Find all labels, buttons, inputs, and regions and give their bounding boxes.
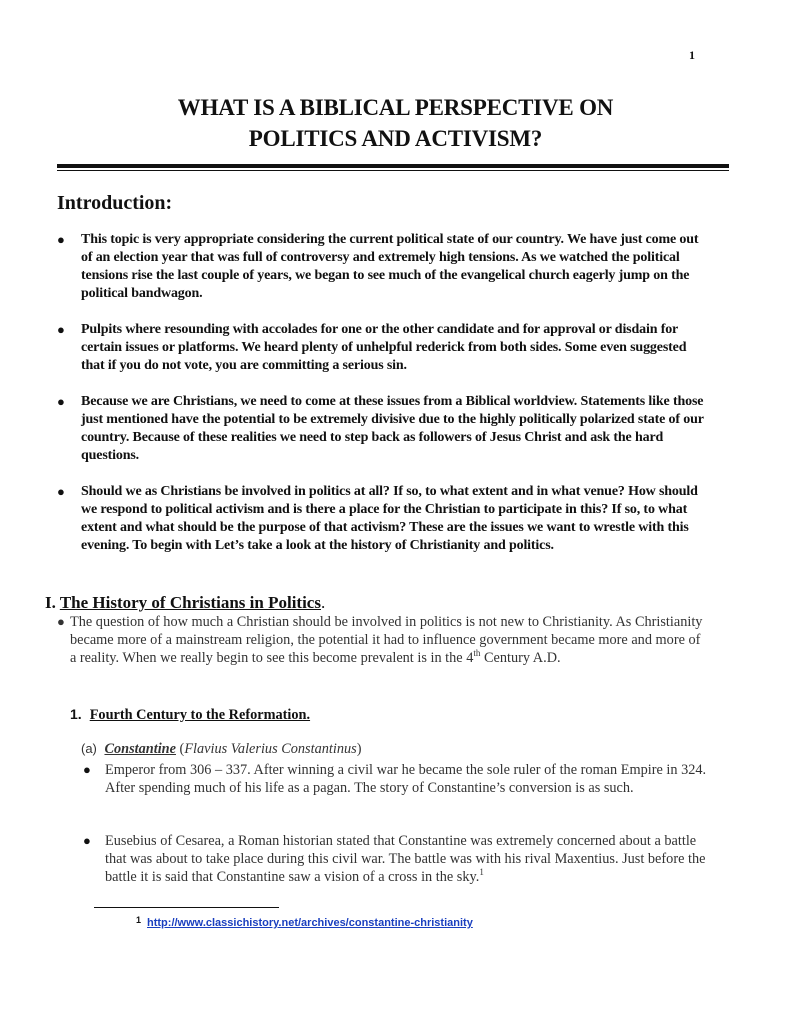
section-numeral: I.	[45, 593, 56, 612]
section-title: The History of Christians in Politics	[59, 593, 321, 612]
paragraph-text: The question of how much a Christian should be involved in politics is not new to Christianity. As Christianity became more of a mainstream religion, the potential it had to influence government became more and more of a reality. When we really begin to see this become prevalent is in the 4	[70, 614, 703, 666]
list-item	[55, 483, 705, 555]
item-bullet-list	[80, 832, 708, 886]
title-divider-thin	[57, 170, 729, 171]
item-bullet-text: Eusebius of Cesarea, a Roman historian stated that Constantine was extremely concerned about a battle that was about to take place during this civil war. The battle was with his rival Maxentius. Just before the battle it is said that Constantine saw a vision of a cross in the sky.	[105, 833, 706, 885]
section-paragraph	[58, 613, 708, 667]
page-number: 1	[689, 48, 695, 62]
bullet-icon: ●	[57, 394, 65, 409]
bullet-icon: ●	[57, 614, 65, 629]
list-item	[55, 393, 705, 465]
section-title-period: .	[320, 593, 326, 612]
item-label: (a)	[81, 741, 97, 756]
bullet-icon: ●	[83, 833, 91, 848]
list-item	[55, 321, 705, 375]
introduction-bullet-text: Pulpits where resounding with accolades for one or the other candidate and for approval or disdain for certain issues or platforms. We heard plenty of unhelpful rederick from both sides. Some even suggested that if you do not vote, you are committing a serious sin.	[81, 322, 687, 373]
section-heading	[45, 593, 325, 613]
footnote	[136, 915, 473, 929]
item-heading	[81, 741, 361, 758]
title-divider-thick	[57, 164, 729, 168]
footnote-link[interactable]: http://www.classichistory.net/archives/constantine-christianity	[147, 917, 473, 929]
introduction-bullet-text: Because we are Christians, we need to come at these issues from a Biblical worldview. Statements like those just mentioned have the potential to be extremely divisive due to the highly politically polarized state of our country. Because of these realities we need to step back as followers of Jesus Christ and ask the hard questions.	[81, 394, 704, 463]
subsection-number: 1.	[70, 706, 82, 722]
item-latin-name: Flavius Valerius Constantinus	[184, 741, 357, 757]
paragraph-body	[58, 613, 708, 667]
introduction-heading: Introduction:	[57, 192, 173, 214]
item-bullet-list	[80, 761, 708, 797]
introduction-list	[55, 231, 705, 573]
list-item	[80, 832, 708, 886]
superscript: th	[473, 648, 481, 659]
list-item	[80, 761, 708, 797]
paragraph-text-end: Century A.D.	[483, 650, 561, 666]
page-title	[0, 92, 791, 154]
footnote-number: 1	[136, 915, 142, 925]
title-line-2: POLITICS AND ACTIVISM?	[248, 126, 543, 151]
subsection-heading	[70, 706, 310, 724]
introduction-bullet-text: This topic is very appropriate considering the current political state of our country. We have just come out of an election year that was full of controversy and extremely high tensions. As we watched the political tensions rise the last couple of years, we began to see much of the evangelical church eagerly jump on the political bandwagon.	[81, 232, 699, 301]
bullet-icon: ●	[57, 484, 65, 499]
footnote-reference[interactable]: 1	[479, 867, 484, 878]
bullet-icon: ●	[83, 762, 91, 777]
bullet-icon: ●	[57, 232, 65, 247]
close-paren: )	[356, 741, 362, 757]
list-item	[55, 231, 705, 303]
subsection-title: Fourth Century to the Reformation.	[89, 707, 311, 723]
footnote-separator	[94, 907, 279, 908]
item-bullet-text: Emperor from 306 – 337. After winning a civil war he became the sole ruler of the roman Empire in 324. After spending much of his life as a pagan. The story of Constantine’s conversion is as such.	[105, 762, 707, 796]
title-line-1: WHAT IS A BIBLICAL PERSPECTIVE ON	[177, 95, 614, 120]
open-paren: (	[175, 741, 185, 757]
item-name: Constantine	[104, 741, 176, 757]
bullet-icon: ●	[57, 322, 65, 337]
introduction-bullet-text: Should we as Christians be involved in politics at all? If so, to what extent and in what venue? How should we respond to political activism and is there a place for the Christian to participate in this? If so, to what extent and what should be the purpose of that activism? These are the issues we want to wrestle with this evening. To begin with Let’s take a look at the history of Christianity and politics.	[81, 484, 698, 553]
